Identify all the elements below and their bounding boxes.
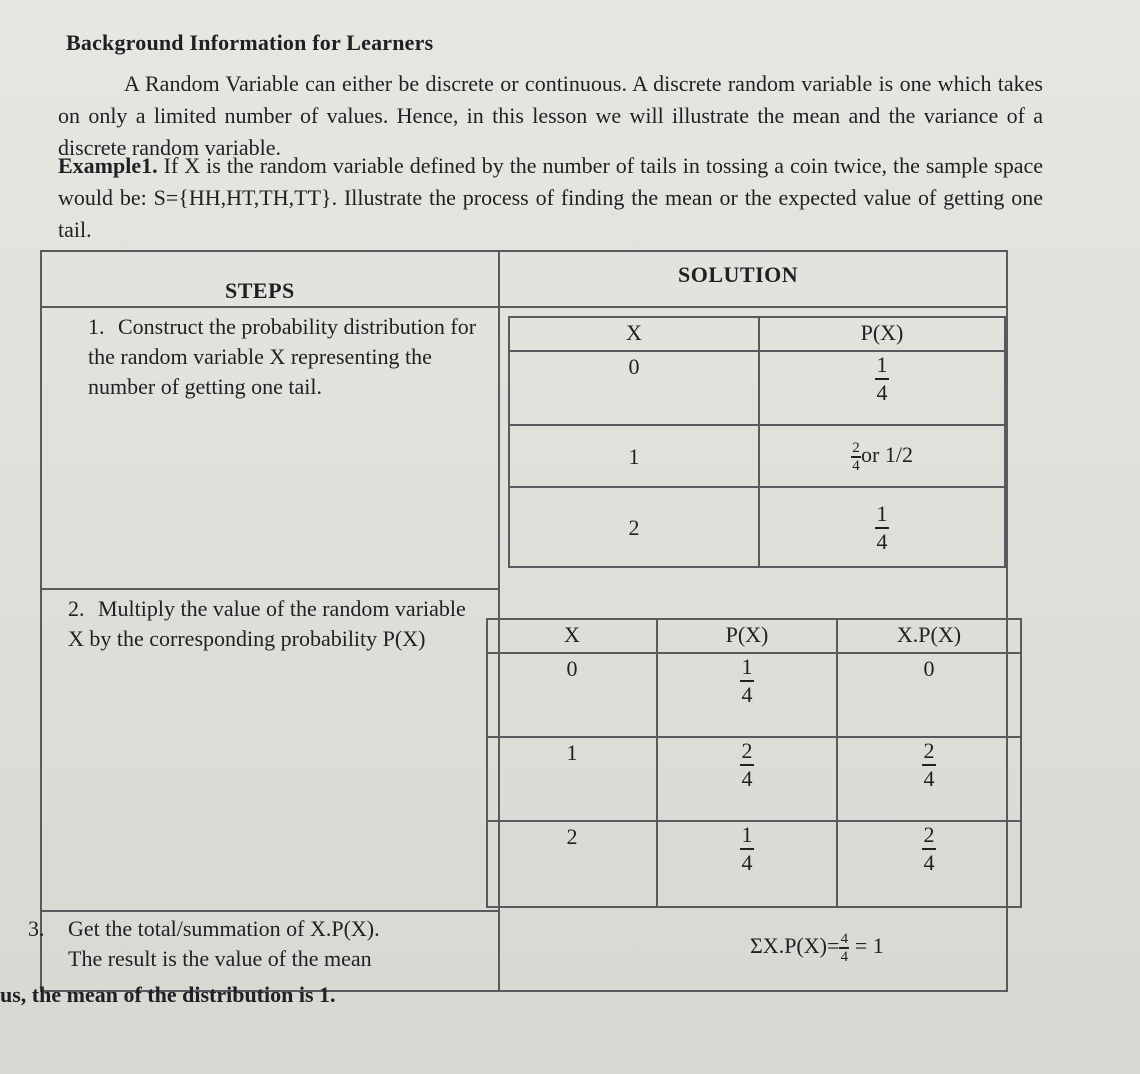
step-3-text-line2: The result is the value of the mean: [68, 946, 372, 971]
table1-px-1: [759, 425, 1005, 487]
numerator: 2: [741, 738, 753, 763]
table2-header-row: [487, 619, 1021, 653]
intro-paragraph: A Random Variable can either be discrete or continuous. A discrete random variable is one which takes on only a limited number of values. Hence, in this lesson we will illustrate the mean and the variance of a discrete random variable.: [58, 71, 1043, 160]
numerator: 1: [741, 654, 753, 679]
step-3: [28, 914, 488, 974]
conclusion: us, the mean of the distribution is 1.: [0, 982, 336, 1007]
numerator: 1: [741, 822, 753, 847]
numerator: 4: [840, 931, 849, 947]
denominator: 4: [876, 380, 888, 405]
table1-x-2: 2: [509, 487, 759, 567]
table1-x-1: 1: [509, 425, 759, 487]
table-row: [509, 425, 1005, 487]
numerator: 2: [852, 440, 860, 457]
table-row: [487, 737, 1021, 821]
denominator: 4: [923, 850, 935, 875]
table1-x-0: 0: [509, 351, 759, 425]
table2-header-px: P(X): [657, 619, 837, 653]
fraction: [740, 824, 754, 874]
table2-xpx-1: [837, 737, 1021, 821]
step-2: [68, 594, 480, 654]
fraction: [922, 824, 936, 874]
fraction: [922, 740, 936, 790]
fraction: [740, 656, 754, 706]
denominator: 4: [852, 457, 860, 474]
step-2-text: Multiply the value of the random variable X by the corresponding probability P(X): [68, 596, 466, 651]
example-text: If X is the random variable defined by the number of tails in tossing a coin twice, the sample space would be: S={HH,HT,TH,TT}. Illustrate the process of finding the mean or the expected value of getting one tail.: [58, 153, 1043, 242]
step-1-number: 1.: [88, 314, 105, 339]
table1-header-px: P(X): [759, 317, 1005, 351]
summation: [750, 932, 884, 964]
fraction: [839, 932, 849, 964]
numerator: 1: [876, 501, 888, 526]
step-1: [88, 312, 488, 402]
fraction-suffix: or 1/2: [861, 442, 913, 468]
step-rule-1: [40, 588, 500, 590]
summation-rhs: = 1: [854, 932, 884, 958]
probability-distribution-table: [508, 316, 1006, 568]
expected-value-table: [486, 618, 1022, 908]
table2-x-2: 2: [487, 821, 657, 907]
step-rule-2: [40, 910, 500, 912]
fraction: [740, 740, 754, 790]
table2-x-0: 0: [487, 653, 657, 737]
numerator: 2: [923, 738, 935, 763]
table2-px-2: [657, 821, 837, 907]
table1-header-row: [509, 317, 1005, 351]
step-2-number: 2.: [68, 596, 85, 621]
denominator: 4: [741, 850, 753, 875]
table2-header-x: X: [487, 619, 657, 653]
table2-header-xpx: X.P(X): [837, 619, 1021, 653]
table-row: [509, 351, 1005, 425]
denominator: 4: [876, 529, 888, 554]
table1-px-0: [759, 351, 1005, 425]
step-3-number: 3.: [28, 916, 45, 941]
steps-header: STEPS: [225, 278, 295, 303]
numerator: 1: [876, 352, 888, 377]
table2-px-0: [657, 653, 837, 737]
numerator: 2: [923, 822, 935, 847]
denominator: 4: [741, 766, 753, 791]
summation-lhs: ΣX.P(X)=: [750, 932, 840, 958]
example-paragraph: [58, 150, 1043, 246]
table-row: [487, 821, 1021, 907]
denominator: 4: [923, 766, 935, 791]
fraction: [851, 441, 861, 473]
table1-header-x: X: [509, 317, 759, 351]
table-row: [509, 487, 1005, 567]
heading: Background Information for Learners: [66, 30, 434, 55]
table2-xpx-0: 0: [837, 653, 1021, 737]
step-1-text: Construct the probability distribution for the random variable X representing the number of getting one tail.: [88, 314, 477, 399]
table2-px-1: [657, 737, 837, 821]
header-rule: [40, 306, 1008, 308]
table1-px-2: [759, 487, 1005, 567]
fraction: [875, 354, 889, 404]
denominator: 4: [741, 682, 753, 707]
solution-header: SOLUTION: [678, 262, 799, 287]
fraction: [875, 503, 889, 553]
example-label: Example1.: [58, 153, 158, 178]
table-row: [487, 653, 1021, 737]
table2-x-1: 1: [487, 737, 657, 821]
denominator: 4: [840, 948, 849, 965]
table2-xpx-2: [837, 821, 1021, 907]
step-3-text: Get the total/summation of X.P(X).: [68, 916, 380, 941]
